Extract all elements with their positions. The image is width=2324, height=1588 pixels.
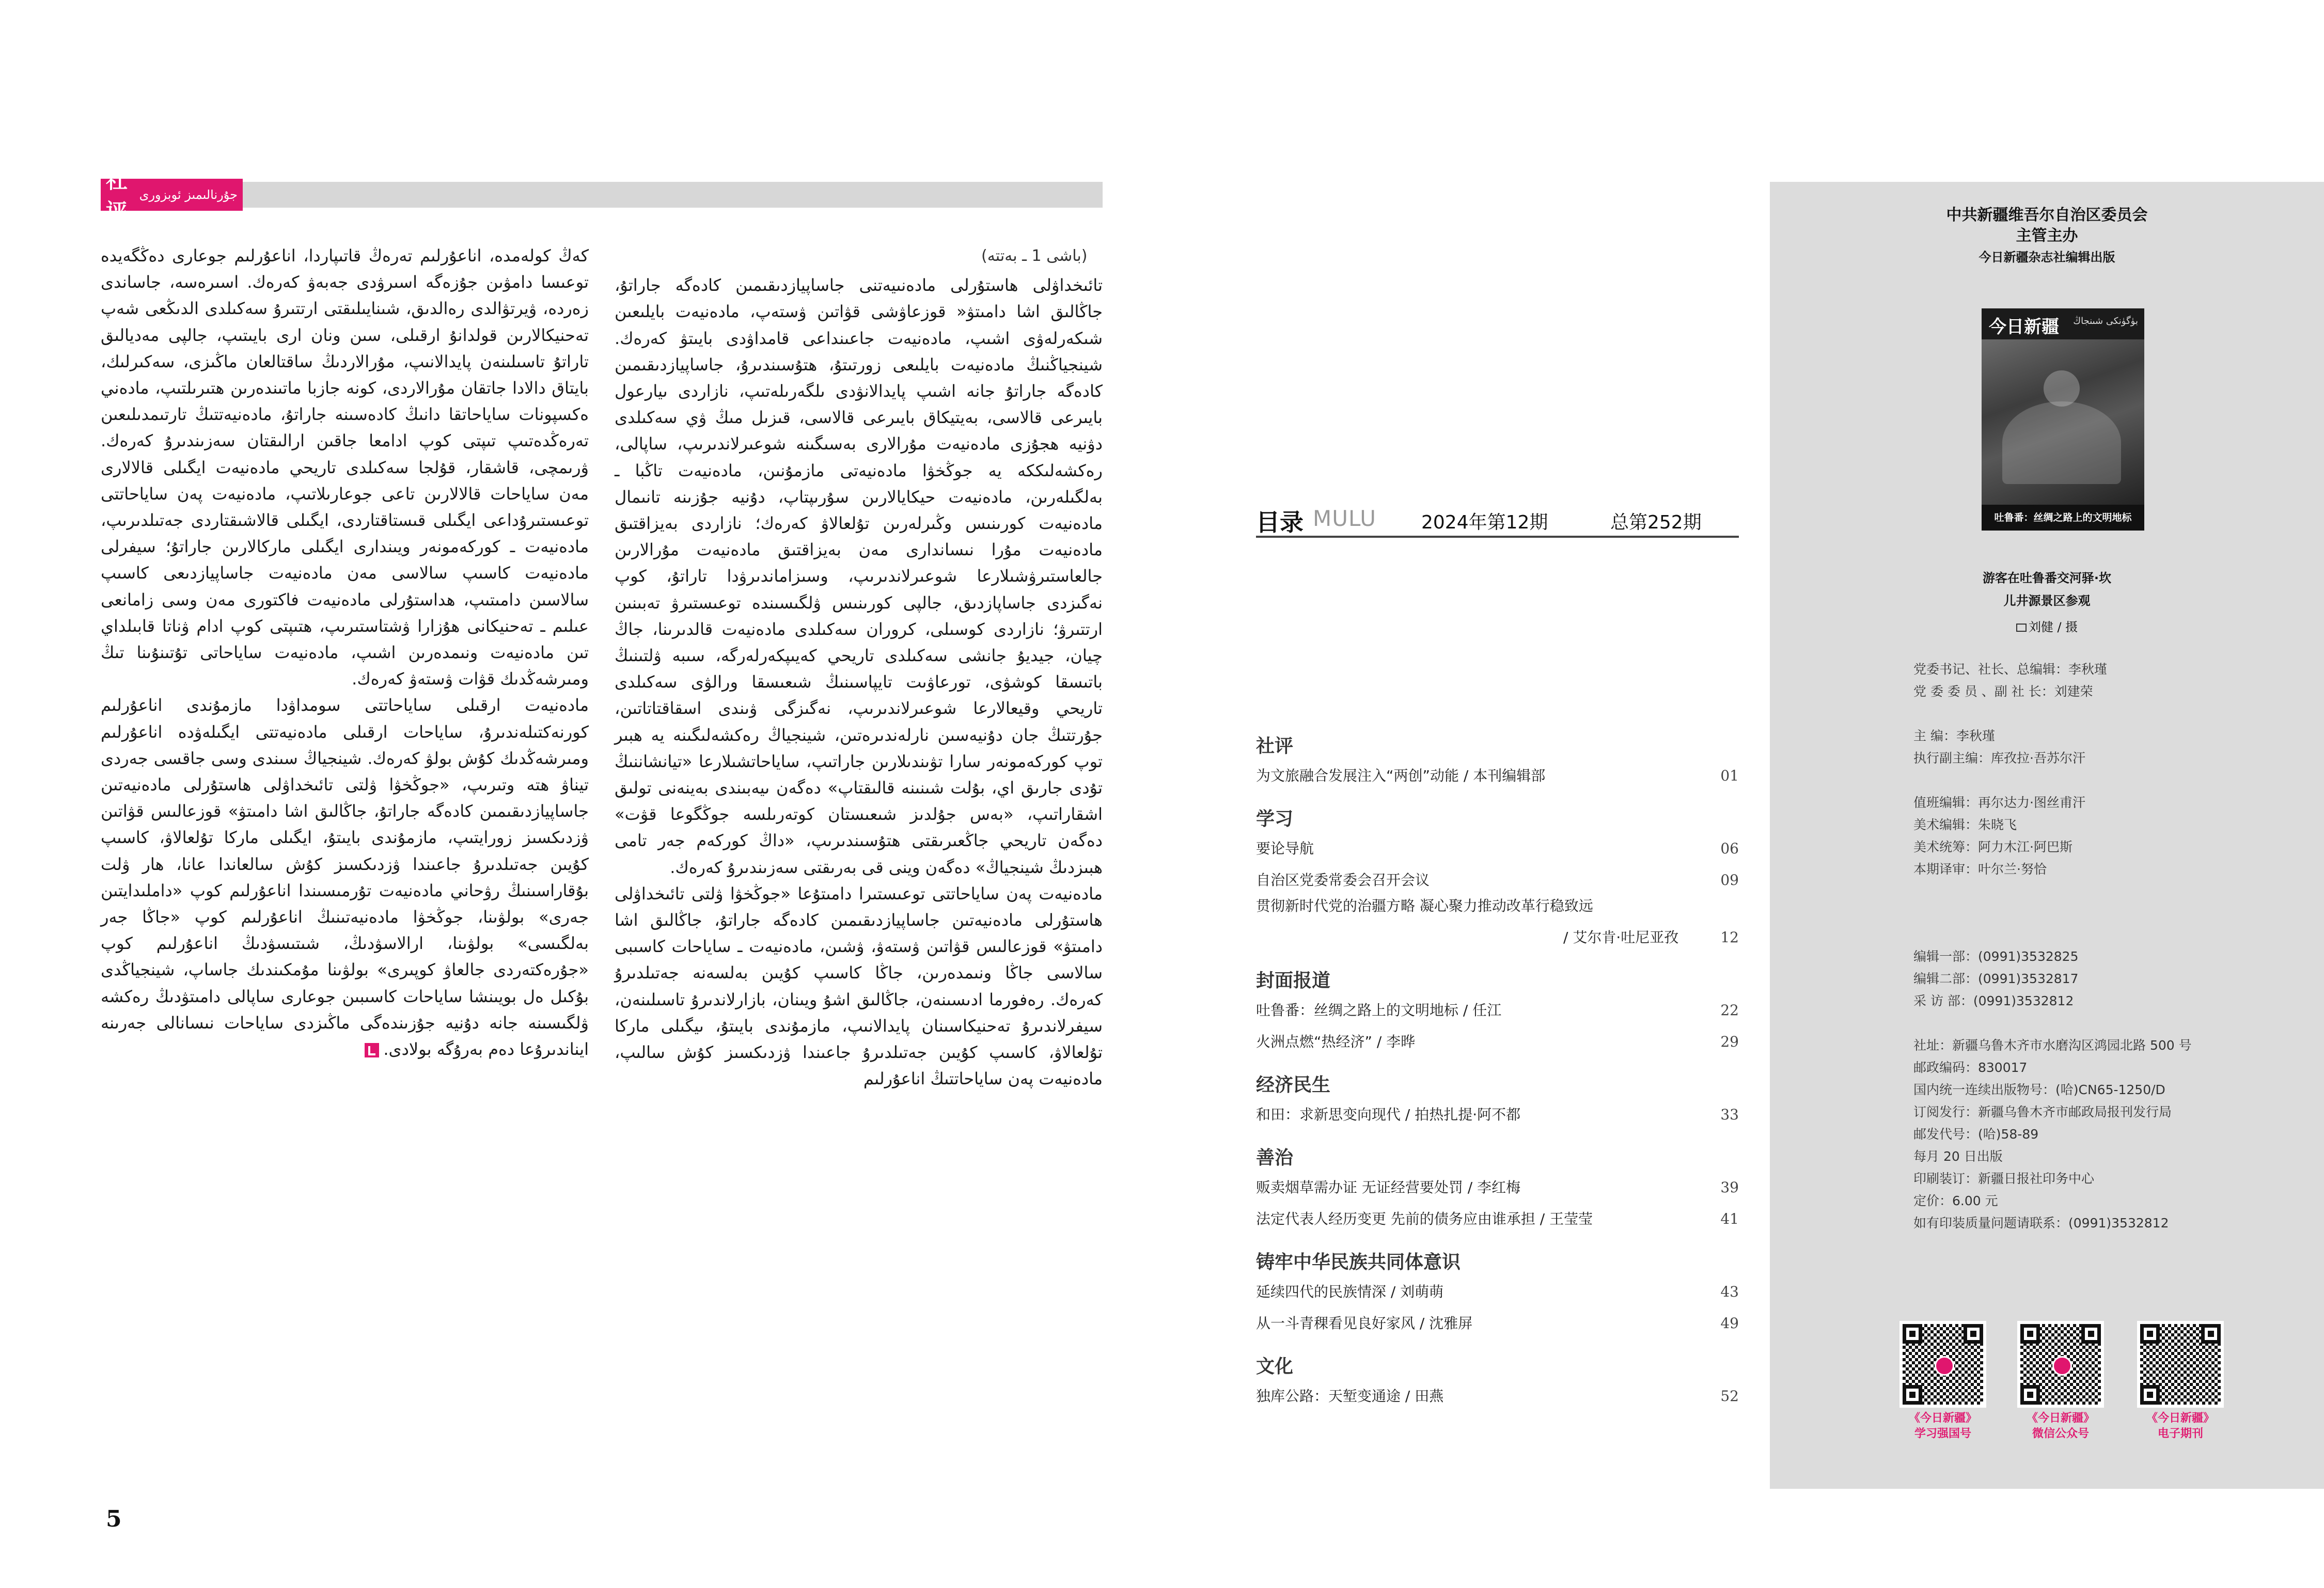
toc-section-title: 学习 [1256, 808, 1294, 830]
cover-caption-line: 游客在吐鲁番交河驿·坎 [1982, 571, 2112, 585]
cover-masthead [1982, 308, 2144, 339]
contact-line: 每月 20 日出版 [1913, 1149, 2003, 1164]
toc-entry-page: 01 [1720, 767, 1739, 784]
toc-entry-title: 火洲点燃“热经济” / 李晔 [1256, 1033, 1416, 1050]
qr-label: 电子期刊 [2157, 1427, 2203, 1440]
issue-number: 2024年第12期 [1421, 512, 1548, 533]
page-number: 5 [106, 1506, 122, 1532]
toc-entry[interactable] [1256, 864, 1739, 896]
contact-line: 国内统一连续出版物号：(哈)CN65-1250/D [1913, 1082, 2165, 1097]
qr-code-icon[interactable] [2017, 1321, 2104, 1408]
toc-entry[interactable] [1256, 1276, 1739, 1307]
contact-line: 编辑一部：(0991)3532825 [1913, 949, 2079, 964]
toc-section-title: 社评 [1256, 736, 1294, 757]
toc-entry-title: 和田：求新思变向现代 / 拍热扎提·阿不都 [1256, 1106, 1521, 1123]
qr-wechat[interactable] [2014, 1321, 2107, 1442]
section-header-bar [101, 182, 1103, 208]
staff-line: 执行副主编：库孜拉·吾苏尔汗 [1913, 751, 2085, 766]
toc-entry[interactable] [1256, 1172, 1739, 1203]
toc-entry-page: 33 [1720, 1106, 1739, 1123]
staff-line [1913, 769, 2107, 791]
staff-line: 美术统筹：阿力木江·阿巴斯 [1913, 839, 2072, 854]
article-column-left [101, 243, 589, 1063]
contact-line: 订阅发行：新疆乌鲁木齐市邮政局报刊发行局 [1913, 1104, 2172, 1119]
toc-entry-page: 09 [1720, 871, 1739, 889]
staff-line: 值班编辑：再尔达力·图丝甫汗 [1913, 795, 2085, 810]
toc-entry-page: 43 [1720, 1283, 1739, 1300]
toc-entry[interactable] [1256, 896, 1739, 922]
masthead-sidebar [1770, 182, 2324, 1489]
qr-code-icon[interactable] [1899, 1321, 1986, 1408]
qr-label: 《今日新疆》 [2026, 1412, 2095, 1425]
section-tag [101, 168, 243, 224]
toc-entry[interactable] [1256, 760, 1739, 791]
qr-label: 《今日新疆》 [2146, 1412, 2215, 1425]
publisher-info [1770, 205, 2324, 268]
toc-entry-title: 为文旅融合发展注入“两创”动能 / 本刊编辑部 [1256, 767, 1546, 784]
qr-code-row [1770, 1321, 2324, 1455]
toc-entry-page: 22 [1720, 1002, 1739, 1019]
toc-section [1256, 806, 1739, 953]
toc-entry[interactable] [1256, 922, 1739, 953]
article-paragraph: تائىخداۋلى ھاستۇرلى مادەنىيەتنى جاساپيازدىقىمىن كادەگە جاراتۇ، جاڭالىق اشا دامىتۋ« قوزعاۋشى قۋاتىن ۋستەپ، مادەنيەت بايلىعىن شىكەرلەۋى اشىپ، مادەنيەت جاعىنداعى قامداۋدى بايىتۋ كەرەك. شينجياڭنىڭ مادەنيەت بايلىعى زورتىتۇ، ھتۇسىندىرۇ، جاساپيازدىقىمىن كادەگە جاراتۇ جانە اشىپ پايدالانۋدى ىلگەرىلەتىپ، نازاردى ىيارعول بايىرعى قالاسى، بەيتيكاق بايىرعى قالاسى، قىزىل مىڭ ۋي سەكىلدى دۋنيە ھجۇزى مادەنيەت مۇرالارى بەسىگىنە شوعىرلاندىرىپ، ساپالى، رەكشەلىككە يە جوڭخۋا مادەنيەتى مازمۇنىن، مادەنيەت تاڭبا ـ بەلگىلەرىن، مادەنيەت حيكايالارىن سۇرىپتاپ، دۇنيە جۇزىنە تانىمال مادەنيەت كورىنىس وڭىرلەرىن تۇلعالاۋ كەرەك؛ نازاردى بەيزاقتىق مادەنيەت مۇرا نىساندارى مەن بەيزاقتىق مادەنيەت مۇرالارىن جالعاستىرۋشىلارعا شوعىرلاندىرىپ، وسىزاماندىرۋدا تاراتۇ، كوپ نەگىزدى جاساپازدىق، جالپى كورىنىس ۋلگىسىندە توعىستىرۋ تەبىنىن ارتتىرۋ؛ نازاردى كوسىلى، كروران سەكىلدى مادەنيەت قالدىرىنا، جاڭ چيان، جيديۇ جانشى سەكىلدى تاريحي كەيىپكەرلەرگە، سىبە ۋلتىنىڭ باتىسقا كوشۋى، تورعاۋىت تايپاسىنىڭ شىعىسقا ورالۋى سەكىلدى تاريحي وقيعالارعا شوعىرلاندىرىپ، نەگىزگى ۋىندى اسقاقتاتاتىن، جۇرتتىڭ جان دۇنيەسىن نارلەندىرەتىن، شينجياڭ رەكشەلىگىنە يە ھبىر توپ كوركەمونەر سارا تۋىندىلارىن جاراتىپ، ساياحاتشىلارعا «تيانشاننىڭ تۇدى جارىق اي، بۇلت شىنىنە قالىقتاپ» دەگەن ىيەبىندى بەينەنى تولىق اشقاراتىپ، «بەس جۇلدىز شىعىستان كوتەرىلسە جوڭگوعا قۋت» دەگەن تاريحي جاڭعىرىقتى ھتۇسىندىرىپ، «داڭ كوركەم جەر تامى ھبىزدىڭ شينجياڭ» دەگەن وينى قى بەرىقتى سەزىندىرۇ كەرەك. [615, 275, 1103, 877]
staff-line: 主 编：李秋瑾 [1913, 728, 1995, 743]
toc-entry-page: 52 [1720, 1388, 1739, 1405]
toc-entry-title: 延续四代的民族情深 / 刘萌萌 [1256, 1283, 1444, 1300]
contact-line: 采 访 部：(0991)3532812 [1913, 993, 2074, 1008]
toc-entry-title: 贯彻新时代党的治疆方略 凝心聚力推动改革行稳致远 [1256, 897, 1593, 914]
section-tag-zh: 社评 [106, 168, 128, 224]
contact-line: 定价：6.00 元 [1913, 1193, 1998, 1208]
cover-photo [1982, 339, 2144, 505]
table-of-contents [1256, 504, 1739, 1412]
section-tag-ug: جۇرنالىمىز ئوبزورى [139, 188, 238, 202]
staff-line: 党 委 委 员 、副 社 长：刘建荣 [1913, 684, 2093, 699]
toc-section-title: 善治 [1256, 1147, 1294, 1169]
cover-masthead-zh: 今日新疆 [1989, 317, 2059, 337]
end-mark-icon [365, 1043, 379, 1057]
contact-line [1913, 1012, 2192, 1034]
toc-entry-page: 12 [1720, 929, 1739, 946]
toc-entry[interactable] [1256, 1203, 1739, 1235]
staff-line: 党委书记、社长、总编辑：李秋瑾 [1913, 662, 2108, 677]
qr-xuexi[interactable] [1896, 1321, 1989, 1442]
contact-line: 社址：新疆乌鲁木齐市水磨沟区鸿园北路 500 号 [1913, 1038, 2192, 1053]
cover-headline: 吐鲁番：丝绸之路上的文明地标 [1982, 505, 2144, 531]
toc-entry-title: 要论导航 [1256, 840, 1314, 857]
toc-section [1256, 1145, 1739, 1235]
publisher-line: 中共新疆维吾尔自治区委员会 [1946, 206, 2148, 224]
toc-entry[interactable] [1256, 994, 1739, 1026]
photo-credit [1770, 617, 2324, 635]
article-column-right [615, 243, 1103, 1093]
toc-header [1256, 504, 1739, 538]
article-paragraph-text: مادەنيەت ارقىلى ساياحاتتى سومداۋدا مازمۇندى اناعۇرلىم كورنەكتىلەندىرۇ، ساياحات ارقىلى مادەنيەتتى ايگىلەۋدە اناعۇرلىم ومىرشەڭدىك كۇش بولۋ كەرەك. شينجياڭ سىندى وسى جاقسى جەردى تيناۋ ھتە وتىرىپ، «جوڭخۋا ۋلتى تائىخداۋلى ھاستۇرلى مادەنيەتىن جاساپيازدىقىمىن كادەگە جاراتۇ، جاڭالىق اشا دامىتۋ» قوزعالىس قۋاتىن ۋزدىكسىز زورايتىپ، مازمۇندى بايىتۇ، ايگىلى ماركا تۇلعالاۋ، كاسىپ كۇيىن جەتىلدىرۇ جاعىندا ۋزدىكسىز كۇش سالعاندا عانا، ھار ۋلت بۇقاراسىنىڭ رۋحاني مادەنيەت تۇرمىسىندا اناعۇرلىم كوپ «داملىدايتىن جەرى» بولۋىنا، جوڭخۋا مادەنيەتىنىڭ اناعۇرلىم كوپ «جاڭا جەر بەلگىسى» بولۋىنا، ارالاسۋدىڭ، شىتىسۋدىڭ اناعۇرلىم كوپ «جۇرەكتەردى جالعاۋ كوپىرى» بولۋىنا مۇمكىندىك جاساپ، شينجياڭدى بۇكىل ەل بويىنشا ساياحات كاسىبىن جوعارى ساپالى دامىتۋدىڭ رەكشە ۋلگىسىنە جانە دۇنيە جۇزىندەگى ماڭىزدى ساياحات نىسانالى جەرىنە ايناندىرۇعا دەم بەرۇگە بولادى. [101, 695, 589, 1060]
contact-line: 邮发代号：(哈)58-89 [1913, 1127, 2039, 1142]
staff-line: 本期译审：叶尔兰·努恰 [1913, 862, 2047, 877]
toc-entry[interactable] [1256, 1380, 1739, 1412]
toc-entry-page: 06 [1720, 840, 1739, 857]
continued-note: (باشى 1 ـ بەتتە) [981, 247, 1088, 265]
qr-label: 学习强国号 [1914, 1427, 1971, 1440]
qr-epaper[interactable] [2134, 1321, 2227, 1442]
toc-entry[interactable] [1256, 833, 1739, 864]
toc-entry[interactable] [1256, 1099, 1739, 1130]
contact-line: 邮政编码：830017 [1913, 1060, 2028, 1075]
toc-entry-page: 29 [1720, 1033, 1739, 1050]
photo-credit-text: 刘健 / 摄 [2028, 620, 2078, 634]
qr-label: 微信公众号 [2032, 1427, 2089, 1440]
cover-caption [1770, 567, 2324, 612]
total-issue-number: 总第252期 [1610, 512, 1702, 533]
toc-entry-title: 从一斗青稞看见良好家风 / 沈雅屏 [1256, 1315, 1473, 1332]
publisher-line: 今日新疆杂志社编辑出版 [1978, 250, 2115, 264]
toc-entry-page: 41 [1720, 1210, 1739, 1227]
toc-entry-title: 独库公路：天堑变通途 / 田燕 [1256, 1388, 1444, 1405]
article-paragraph: مادەنيەت پەن ساياحاتتى توعىستىرا دامىتۇعا «جوڭخۋا ۋلتى تائىخداۋلى ھاستۇرلى مادەنيەتىن جاساپيازدىقىمىن كادەگە جاراتۇ، جاڭالىق اشا دامىتۋ» قوزعالىس قۋاتىن ۋستەۋ، ۋشىن، مادەنيەت ـ ساياحات كاسىبى سالاسى جاڭا ونىمدەرىن، جاڭا كاسىپ كۇيىن بەلسەنە جەتىلدىرۇ كەرەك. رەفورما ادىسىنەن، جاڭالىق اشۇ ويىنان، بازارلاندىرۇ تاسىلىنەن، سيفرلاندىرۇ تەحنيكاسىنان پايدالانىپ، مازمۇندى بايىتۇ، ىيگىلى ماركا تۇلعالاۋ، كاسىپ كۇيىن جەتىلدىرۇ جاعىندا ۋزدىكسىز كۇش سالىپ، مادەنيەت پەن ساياحاتتىڭ اناعۇرلىم [615, 883, 1103, 1089]
toc-entry-title: / 艾尔肯·吐尼亚孜 [1563, 929, 1679, 946]
contact-line: 编辑二部：(0991)3532817 [1913, 971, 2079, 986]
cover-masthead-ug: بۈگۈنكى شىنجاڭ [2073, 316, 2138, 326]
toc-section-title: 封面报道 [1256, 970, 1331, 991]
toc-section-title: 文化 [1256, 1356, 1294, 1377]
toc-section [1256, 733, 1739, 791]
contact-line: 如有印装质量问题请联系：(0991)3532812 [1913, 1216, 2169, 1231]
toc-entry-title: 自治区党委常委会召开会议 [1256, 871, 1430, 889]
toc-section [1256, 1353, 1739, 1412]
toc-section [1256, 968, 1739, 1057]
staff-list [1913, 658, 2107, 880]
contact-line: 印刷装订：新疆日报社印务中心 [1913, 1171, 2095, 1186]
article-paragraph [101, 692, 589, 1063]
toc-section-title: 铸牢中华民族共同体意识 [1256, 1252, 1461, 1273]
left-page [0, 0, 1116, 1588]
toc-entry-title: 吐鲁番：丝绸之路上的文明地标 / 任江 [1256, 1002, 1502, 1019]
magazine-cover-thumbnail[interactable] [1982, 308, 2144, 531]
toc-entry[interactable] [1256, 1307, 1739, 1339]
toc-entry-title: 法定代表人经历变更 先前的债务应由谁承担 / 王莹莹 [1256, 1210, 1593, 1227]
toc-title: 目录 [1256, 508, 1304, 536]
qr-label: 《今日新疆》 [1908, 1412, 1977, 1425]
toc-title-pinyin: MULU [1313, 506, 1377, 531]
toc-section [1256, 1249, 1739, 1339]
contact-info [1913, 945, 2192, 1234]
toc-entry[interactable] [1256, 1026, 1739, 1057]
qr-code-icon[interactable] [2137, 1321, 2224, 1408]
staff-line: 美术编辑：朱晓飞 [1913, 817, 2017, 832]
publisher-line: 主管主办 [2016, 227, 2078, 245]
toc-entry-title: 贩卖烟草需办证 无证经营要处罚 / 李红梅 [1256, 1179, 1521, 1196]
toc-entry-page: 39 [1720, 1179, 1739, 1196]
toc-section [1256, 1072, 1739, 1130]
toc-section-title: 经济民生 [1256, 1075, 1331, 1096]
cover-caption-line: 儿井源景区参观 [2003, 594, 2091, 608]
toc-entry-page: 49 [1720, 1315, 1739, 1332]
article-paragraph: كەڭ كولەمدە، اناعۇرلىم تەرەڭ قاتىپاردا، اناعۇرلىم جوعارى دەڭگەيدە توعىسا دامۋىن جۇزەگە اسىرۋدى جەبەۋ كەرەك. اسىرەسە، جاساندى زەردە، ۋيرتۋالدى رەالدىق، شىنايىلىقتى ارتتىرۇ سەكىلدى الدىڭعى شەپ تەحنيكالارىن قولدانۇ ارقىلى، سىن ونان ارى بايىتىپ، جالپى مەديالىق تاراتۇ تاسىلىنەن پايدالانىپ، مۇرالاردىڭ ساقتالعان ماڭىزى، سەكىرلىك، بايتاق دالادا جاتقان مۇرالاردى، كونە جازبا ماتىندەرىن ھتىرىلتىپ، مادەني ەكسپونات ساياحاتقا دانىڭ كادەسىنە جاراتۇ، مادەنيەتتىڭ تارتىمدىلىعىن تەرەڭدەتىپ تىپتى كوپ ادامعا جاقىن ارالىقتان سەزىندىرۇ كەرەك. ۋرىمچى، قاشقار، قۇلجا سەكىلدى تاريحي مادەنيەت ايگىلى قالالارى مەن ساياحات قالالارىن تاعى جوعارىلاتىپ، مادەنيەت پەن ساياحاتتى توعىستىرۇداعى ايگىلى قىستاقتاردى، ايگىلى قالاشىقتاردى جەتىلدىرىپ، مادەنيەت ـ كوركەمونەر ويىندارى ايگىلى ماركالارىن جاراتۇ؛ سيفرلى مادەنيەت كاسىپ سالاسى مەن مادەنيەت جاساپيازدىعى كاسىپ سالاسىن دامىتىپ، ھداستۇرلى مادەنيەت فاكتورى مەن وسى زامانعى عىلىم ـ تەحنيكانى ھۇزارا ۋشتاستىرىپ، ھتىپتى كوپ ادام ۋناتا قابىلداي تىن مادەنيەت ونىمدەرىن اشىپ، مادەنيەت ساياحاتى تۇتىنۇىنا تىڭ ومىرشەڭدىك قۋات ۋستەۋ كەرەك. [101, 246, 589, 689]
camera-icon [2016, 624, 2027, 632]
staff-line [1913, 703, 2107, 725]
